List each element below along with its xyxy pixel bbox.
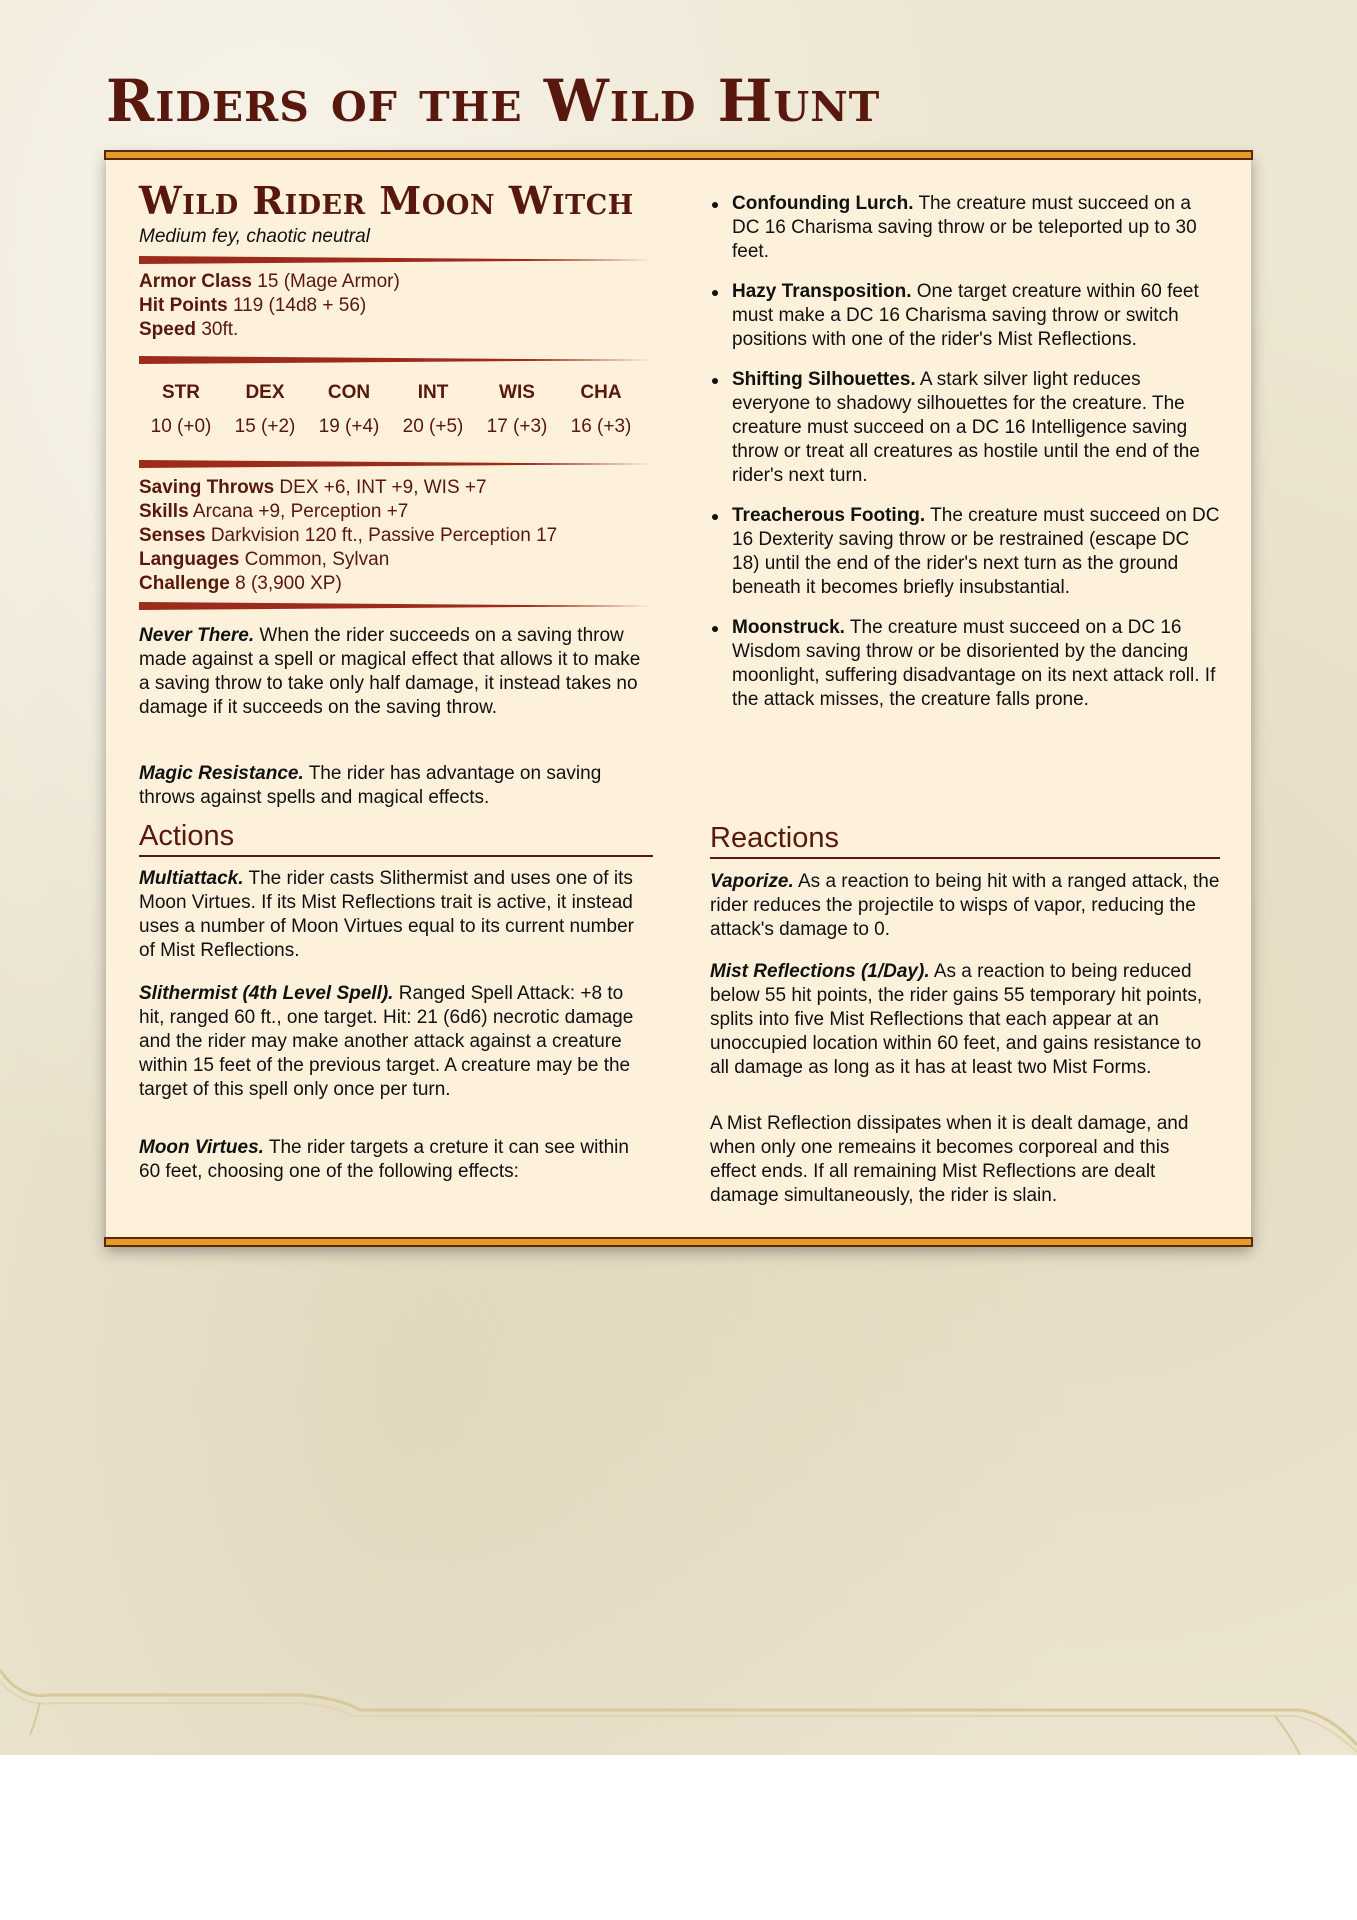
speed-label: Speed: [139, 319, 197, 340]
tapered-rule: [139, 256, 653, 264]
monster-name: Wild Rider Moon Witch: [139, 178, 634, 223]
ability-name: WIS: [499, 382, 535, 403]
action-slithermist: [139, 982, 653, 1102]
trait-magic-resistance: [139, 762, 653, 810]
action-name: Slithermist (4th Level Spell).: [139, 983, 394, 1004]
list-item: [710, 280, 1220, 352]
ability-score: 16 (+3): [570, 416, 632, 437]
skills-value: Arcana +9, Perception +7: [192, 501, 409, 522]
reaction-name: Vaporize.: [710, 871, 794, 892]
ability-score: 10 (+0): [150, 416, 212, 437]
languages-line: [139, 548, 557, 572]
effect-name: Shifting Silhouettes.: [732, 369, 916, 390]
saving-throws-label: Saving Throws: [139, 477, 275, 498]
ability-names-row: [139, 382, 653, 404]
monster-type: Medium fey, chaotic neutral: [139, 226, 370, 247]
effect-text: The creature must succeed on a DC 16 Charisma saving throw or be teleported up to 30 feet.: [732, 193, 1197, 262]
saving-throws-value: DEX +6, INT +9, WIS +7: [279, 477, 487, 498]
reaction-mist-reflections: [710, 960, 1220, 1080]
list-item: [710, 368, 1220, 488]
armor-class-label: Armor Class: [139, 271, 252, 292]
ability-name: DEX: [245, 382, 285, 403]
ability-name: STR: [162, 382, 200, 403]
action-name: Moon Virtues.: [139, 1137, 264, 1158]
stat-block-top-frame: [104, 150, 1253, 160]
defense-properties: [139, 270, 400, 342]
effect-name: Treacherous Footing.: [732, 505, 926, 526]
stat-block: [106, 152, 1251, 1245]
moon-virtues-list: [710, 192, 1220, 712]
actions-heading: Actions: [139, 820, 653, 857]
hit-points-value: 119 (14d8 + 56): [232, 295, 367, 316]
armor-class-line: [139, 270, 400, 294]
senses-value: Darkvision 120 ft., Passive Perception 17: [210, 525, 558, 546]
challenge-value: 8 (3,900 XP): [235, 573, 342, 594]
trait-text: The rider has advantage on saving throws against spells and magical effects.: [139, 763, 602, 808]
effect-name: Confounding Lurch.: [732, 193, 914, 214]
armor-class-value: 15 (Mage Armor): [257, 271, 400, 292]
speed-value: 30ft.: [201, 319, 239, 340]
reaction-vaporize: [710, 870, 1220, 942]
ability-score: 17 (+3): [486, 416, 548, 437]
effect-name: Hazy Transposition.: [732, 281, 912, 302]
action-multiattack: [139, 867, 653, 963]
action-name: Multiattack.: [139, 868, 244, 889]
languages-label: Languages: [139, 549, 240, 570]
hit-points-line: [139, 294, 400, 318]
list-item: [710, 504, 1220, 600]
ability-name: CON: [327, 382, 371, 403]
senses-line: [139, 524, 557, 548]
effect-text: The creature must succeed on DC 16 Dexterity saving throw or be restrained (escape DC 18) until the end of the rider's next turn as the ground beneath it becomes briefly insubstantial.: [732, 505, 1220, 598]
action-text: Ranged Spell Attack: +8 to hit, ranged 60 ft., one target. Hit: 21 (6d6) necrotic damage and the rider may make another attack against a creature within 15 feet of the previous target. A creature may be the target of this spell only once per turn.: [139, 983, 634, 1100]
action-text: The rider casts Slithermist and uses one of its Moon Virtues. If its Mist Reflections trait is active, it instead uses a number of Moon Virtues equal to its current number of Mist Reflections.: [139, 868, 634, 961]
reaction-text: As a reaction to being reduced below 55 hit points, the rider gains 55 temporary hit points, splits into five Mist Reflections that each appear at an unoccupied location within 60 feet, and gains resistance to all damage as long as it has at least two Mist Forms.: [710, 961, 1203, 1078]
reactions-heading: Reactions: [710, 822, 1220, 859]
ability-name: INT: [417, 382, 449, 403]
hit-points-label: Hit Points: [139, 295, 228, 316]
mist-reflection-note: A Mist Reflection dissipates when it is dealt damage, and when only one remeains it becomes corporeal and this effect ends. If all remaining Mist Reflections are dealt damage simultaneously, the rider is slain.: [710, 1113, 1189, 1206]
action-text: The rider targets a creture it can see within 60 feet, choosing one of the following effects:: [139, 1137, 629, 1182]
reaction-name: Mist Reflections (1/Day).: [710, 961, 930, 982]
senses-label: Senses: [139, 525, 206, 546]
effect-text: The creature must succeed on a DC 16 Wisdom saving throw or be disoriented by the dancing moonlight, suffering disadvantage on its next attack roll. If the attack misses, the creature falls prone.: [732, 617, 1216, 710]
list-item: [710, 192, 1220, 264]
skills-line: [139, 500, 557, 524]
ability-score: 15 (+2): [234, 416, 296, 437]
ability-scores-table: [139, 382, 653, 438]
trait-name: Magic Resistance.: [139, 763, 304, 784]
challenge-line: [139, 572, 557, 596]
reaction-text: As a reaction to being hit with a ranged attack, the rider reduces the projectile to wisps of vapor, reducing the attack's damage to 0.: [710, 871, 1220, 940]
ability-name: CHA: [580, 382, 622, 403]
trait-text: When the rider succeeds on a saving throw made against a spell or magical effect that allows it to make a saving throw to take only half damage, it instead takes no damage if it succeeds on the saving throw.: [139, 625, 641, 718]
list-item: [710, 616, 1220, 712]
effect-text: A stark silver light reduces everyone to shadowy silhouettes for the creature. The creature must succeed on a DC 16 Intelligence saving throw or treat all creatures as hostile until the end of the rider's next turn.: [732, 369, 1200, 486]
tapered-rule: [139, 602, 653, 610]
page-title: Riders of the Wild Hunt: [106, 67, 881, 135]
footer-ornament: [0, 1660, 1357, 1755]
speed-line: [139, 318, 400, 342]
action-moon-virtues: [139, 1136, 653, 1184]
stat-block-bottom-frame: [104, 1237, 1253, 1247]
skills-label: Skills: [139, 501, 189, 522]
ability-score: 19 (+4): [318, 416, 380, 437]
trait-never-there: [139, 624, 653, 720]
tapered-rule: [139, 356, 653, 364]
effect-text: One target creature within 60 feet must make a DC 16 Charisma saving throw or switch positions with one of the rider's Mist Reflections.: [732, 281, 1199, 350]
other-properties: [139, 476, 557, 596]
effect-name: Moonstruck.: [732, 617, 845, 638]
tapered-rule: [139, 460, 653, 468]
languages-value: Common, Sylvan: [244, 549, 390, 570]
trait-name: Never There.: [139, 625, 255, 646]
ability-score: 20 (+5): [402, 416, 464, 437]
challenge-label: Challenge: [139, 573, 230, 594]
ability-scores-row: [139, 416, 653, 438]
saving-throws-line: [139, 476, 557, 500]
